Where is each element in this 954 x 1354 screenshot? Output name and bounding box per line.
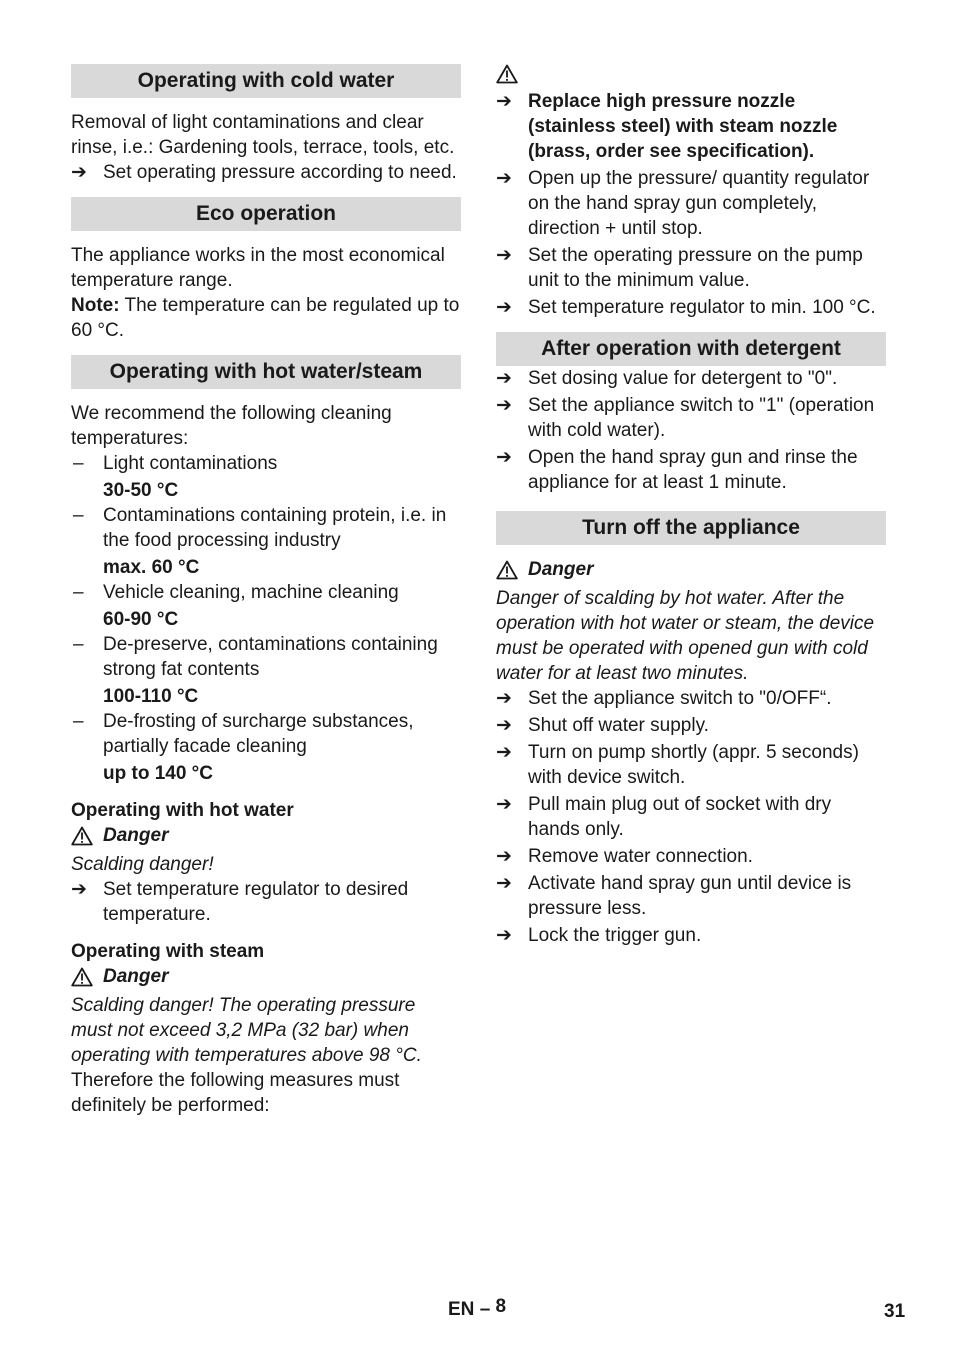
list-item xyxy=(71,503,461,553)
footer-section-number: 8 xyxy=(495,1296,507,1317)
step-item xyxy=(496,871,886,921)
warning-triangle-icon xyxy=(496,560,518,580)
step-item xyxy=(496,393,886,443)
step-text: Set operating pressure according to need. xyxy=(103,162,457,183)
step-item xyxy=(496,89,886,164)
step-text: Replace high pressure nozzle (stainless steel) with steam nozzle (brass, order see specification). xyxy=(528,91,838,162)
list-item-label: Vehicle cleaning, machine cleaning xyxy=(103,582,399,603)
step-text: Set the appliance switch to "1" (operation with cold water). xyxy=(528,395,875,441)
arrow-icon: ➔ xyxy=(496,368,512,389)
step-item xyxy=(496,366,886,391)
temperature-value: max. 60 °C xyxy=(103,557,200,578)
step-text: Open the hand spray gun and rinse the appliance for at least 1 minute. xyxy=(528,447,858,493)
step-item xyxy=(496,295,886,320)
danger-text: Scalding danger! The operating pressure must not exceed 3,2 MPa (32 bar) when operating with temperatures above 98 °C. xyxy=(71,995,422,1066)
warning-triangle-icon xyxy=(496,64,518,84)
step-item xyxy=(496,686,886,711)
step-text: Set dosing value for detergent to "0". xyxy=(528,368,838,389)
warning-triangle-icon xyxy=(71,967,93,987)
step-item xyxy=(496,844,886,869)
dash-icon: – xyxy=(73,711,84,732)
step-text: Activate hand spray gun until device is pressure less. xyxy=(528,873,852,919)
list-item-label: De-preserve, contaminations containing strong fat contents xyxy=(103,634,438,680)
eco-text: The appliance works in the most economical temperature range. xyxy=(71,245,445,291)
step-item xyxy=(496,740,886,790)
temperature-value: 30-50 °C xyxy=(103,480,179,501)
arrow-icon: ➔ xyxy=(71,879,87,900)
step-item xyxy=(496,243,886,293)
list-item xyxy=(71,580,461,605)
step-text: Lock the trigger gun. xyxy=(528,925,702,946)
step-text: Remove water connection. xyxy=(528,846,753,867)
step-text: Set temperature regulator to min. 100 °C. xyxy=(528,297,876,318)
danger-label: Danger xyxy=(528,559,594,580)
list-item xyxy=(71,451,461,476)
warning-line xyxy=(496,64,886,86)
arrow-icon: ➔ xyxy=(496,395,512,416)
step-text: Turn on pump shortly (appr. 5 seconds) with device switch. xyxy=(528,742,859,788)
dash-icon: – xyxy=(73,582,84,603)
step-item xyxy=(496,445,886,495)
temperature-value: 100-110 °C xyxy=(103,686,199,707)
step-item xyxy=(496,792,886,842)
arrow-icon: ➔ xyxy=(496,873,512,894)
page-number: 31 xyxy=(884,1301,906,1322)
hot-intro: We recommend the following cleaning temperatures: xyxy=(71,403,392,449)
section-title-after-detergent: After operation with detergent xyxy=(496,332,886,366)
note-text: The temperature can be regulated up to 60 °C. xyxy=(71,295,460,341)
arrow-icon: ➔ xyxy=(496,168,512,189)
section-title-eco: Eco operation xyxy=(71,197,461,231)
arrow-icon: ➔ xyxy=(496,925,512,946)
list-item xyxy=(71,709,461,759)
danger-label: Danger xyxy=(103,825,169,846)
step-item xyxy=(496,166,886,241)
note-label: Note: xyxy=(71,295,120,316)
section-title-cold-water: Operating with cold water xyxy=(71,64,461,98)
temperature-value: up to 140 °C xyxy=(103,763,214,784)
arrow-icon: ➔ xyxy=(496,742,512,763)
temperature-value: 60-90 °C xyxy=(103,609,179,630)
subhead-steam: Operating with steam xyxy=(71,941,265,962)
footer-section-page xyxy=(448,1297,506,1322)
arrow-icon: ➔ xyxy=(496,297,512,318)
arrow-icon: ➔ xyxy=(496,794,512,815)
eco-note xyxy=(71,293,461,343)
step-item xyxy=(496,713,886,738)
arrow-icon: ➔ xyxy=(496,447,512,468)
cold-water-text: Removal of light contaminations and clear rinse, i.e.: Gardening tools, terrace, tools, etc. xyxy=(71,112,455,158)
danger-text: Scalding danger! xyxy=(71,854,214,875)
step-text: Open up the pressure/ quantity regulator on the hand spray gun completely, direction + until stop. xyxy=(528,168,870,239)
footer-lang: EN xyxy=(448,1299,475,1320)
subhead-hot-water: Operating with hot water xyxy=(71,800,294,821)
list-item-label: Contaminations containing protein, i.e. in the food processing industry xyxy=(103,505,447,551)
step-item xyxy=(71,877,461,927)
step-item xyxy=(496,923,886,948)
follow-text: Therefore the following measures must definitely be performed: xyxy=(71,1070,400,1116)
arrow-icon: ➔ xyxy=(496,91,512,112)
arrow-icon: ➔ xyxy=(496,245,512,266)
right-column xyxy=(496,64,886,948)
arrow-icon: ➔ xyxy=(496,688,512,709)
danger-line xyxy=(71,823,461,848)
dash-icon: – xyxy=(73,634,84,655)
step-text: Set temperature regulator to desired temperature. xyxy=(103,879,409,925)
section-title-turn-off: Turn off the appliance xyxy=(496,511,886,545)
step-text: Set the operating pressure on the pump unit to the minimum value. xyxy=(528,245,863,291)
list-item xyxy=(71,632,461,682)
danger-line xyxy=(71,964,461,989)
dash-icon: – xyxy=(73,453,84,474)
warning-triangle-icon xyxy=(71,826,93,846)
list-item-label: Light contaminations xyxy=(103,453,278,474)
arrow-icon: ➔ xyxy=(496,715,512,736)
section-title-hot-water-steam: Operating with hot water/steam xyxy=(71,355,461,389)
step-text: Shut off water supply. xyxy=(528,715,709,736)
step-text: Set the appliance switch to "0/OFF“. xyxy=(528,688,832,709)
danger-label: Danger xyxy=(103,966,169,987)
step-item xyxy=(71,160,461,185)
dash-icon: – xyxy=(73,505,84,526)
step-text: Pull main plug out of socket with dry hands only. xyxy=(528,794,832,840)
left-column xyxy=(71,64,461,1118)
list-item-label: De-frosting of surcharge substances, partially facade cleaning xyxy=(103,711,414,757)
danger-line xyxy=(496,557,886,582)
footer-sep: – xyxy=(479,1299,491,1320)
danger-text: Danger of scalding by hot water. After the operation with hot water or steam, the device must be operated with opened gun with cold water for at least two minutes. xyxy=(496,588,875,684)
arrow-icon: ➔ xyxy=(496,846,512,867)
arrow-icon: ➔ xyxy=(71,162,87,183)
